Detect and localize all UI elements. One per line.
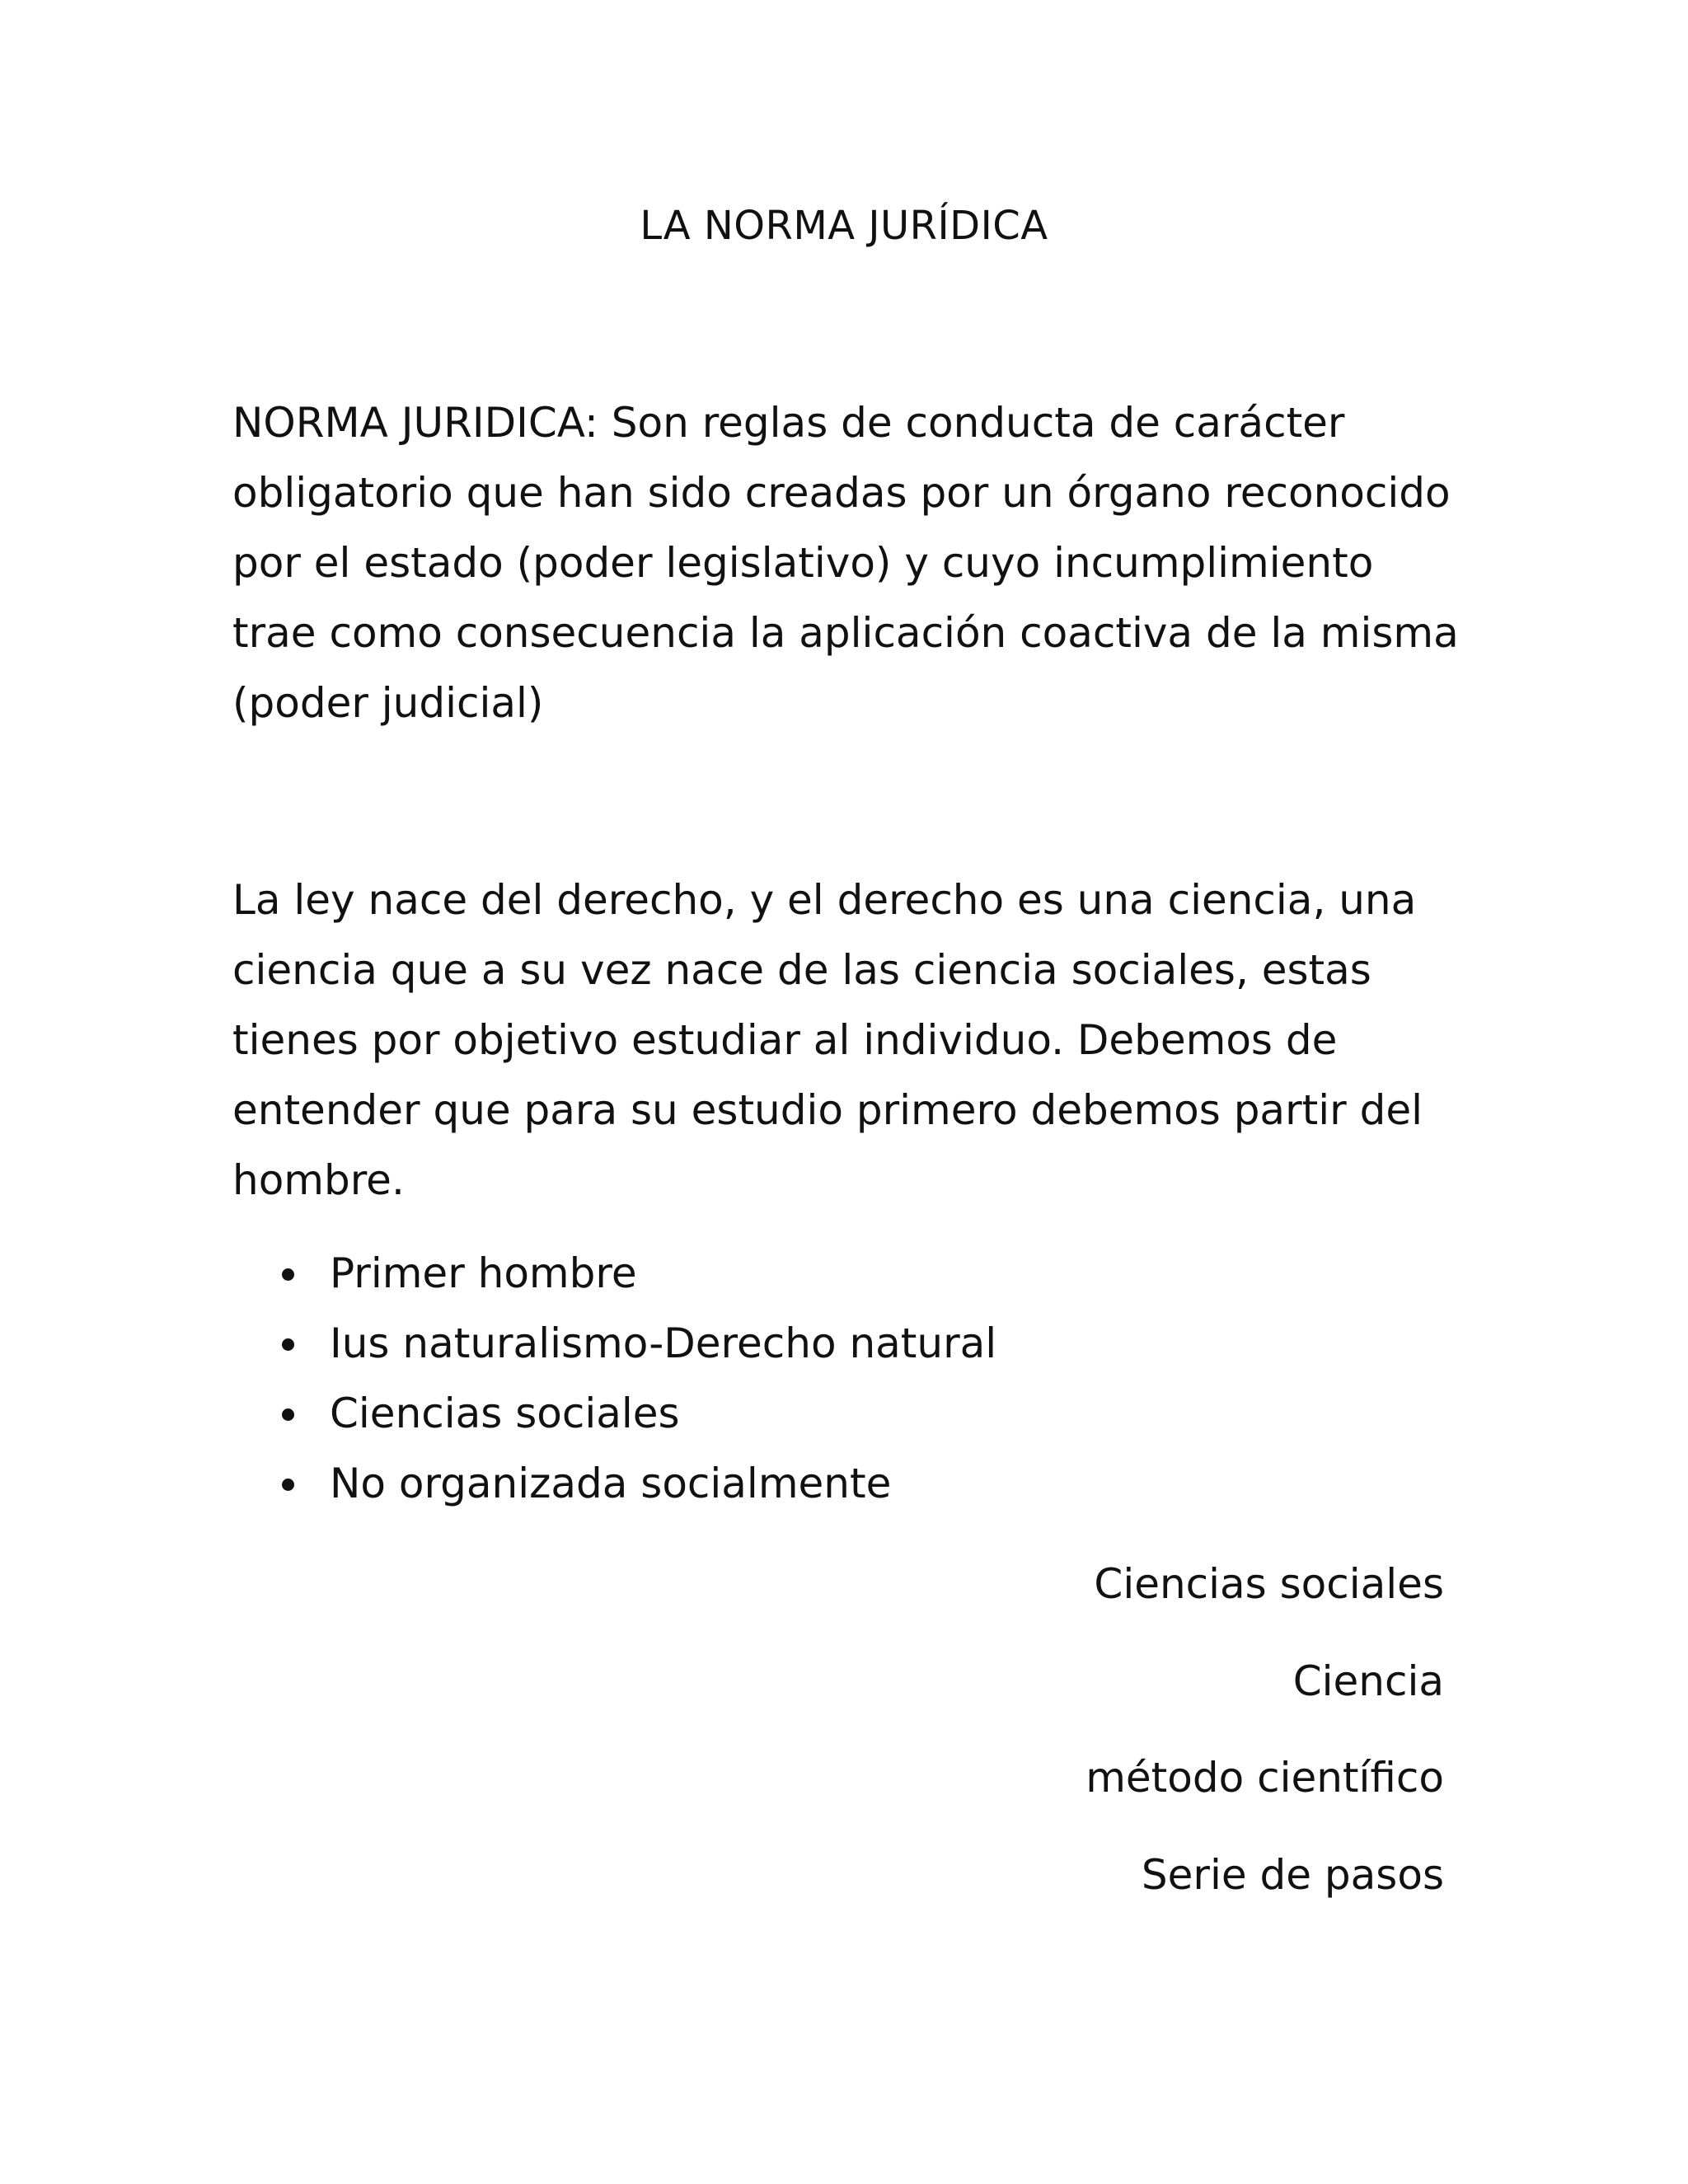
paragraph-origin: La ley nace del derecho, y el derecho es una ciencia, una ciencia que a su vez nace de las ciencia sociales, estas tienes por objetivo estudiar al individuo. Debemos de entender que para su estudio primero debemos partir del hombre. (232, 876, 1423, 1204)
right-aligned-line: Serie de pasos (1141, 1851, 1444, 1899)
paragraph-definition: NORMA JURIDICA: Son reglas de conducta de carácter obligatorio que han sido creadas por un órgano reconocido por el estado (poder legislativo) y cuyo incumplimiento trae como consecuencia la aplicación coactiva de la misma (poder judicial) (232, 399, 1459, 727)
list-item (232, 1309, 1386, 1379)
list-item (232, 1449, 1386, 1519)
page-title: LA NORMA JURÍDICA (640, 203, 1048, 249)
list-item-text: Ciencias sociales (330, 1390, 680, 1437)
bullet-icon (282, 1338, 294, 1351)
list-item-text: Primer hombre (330, 1249, 637, 1297)
right-aligned-line: método científico (1085, 1754, 1444, 1802)
right-aligned-line: Ciencia (1292, 1657, 1444, 1705)
bullet-icon (282, 1479, 294, 1491)
bullet-list (232, 1239, 1386, 1519)
list-item-text: Ius naturalismo-Derecho natural (330, 1319, 997, 1367)
bullet-icon (282, 1408, 294, 1421)
list-item (232, 1239, 1386, 1309)
list-item-text: No organizada socialmente (330, 1460, 892, 1507)
bullet-icon (282, 1268, 294, 1281)
right-aligned-line: Ciencias sociales (1094, 1560, 1444, 1608)
list-item (232, 1379, 1386, 1449)
